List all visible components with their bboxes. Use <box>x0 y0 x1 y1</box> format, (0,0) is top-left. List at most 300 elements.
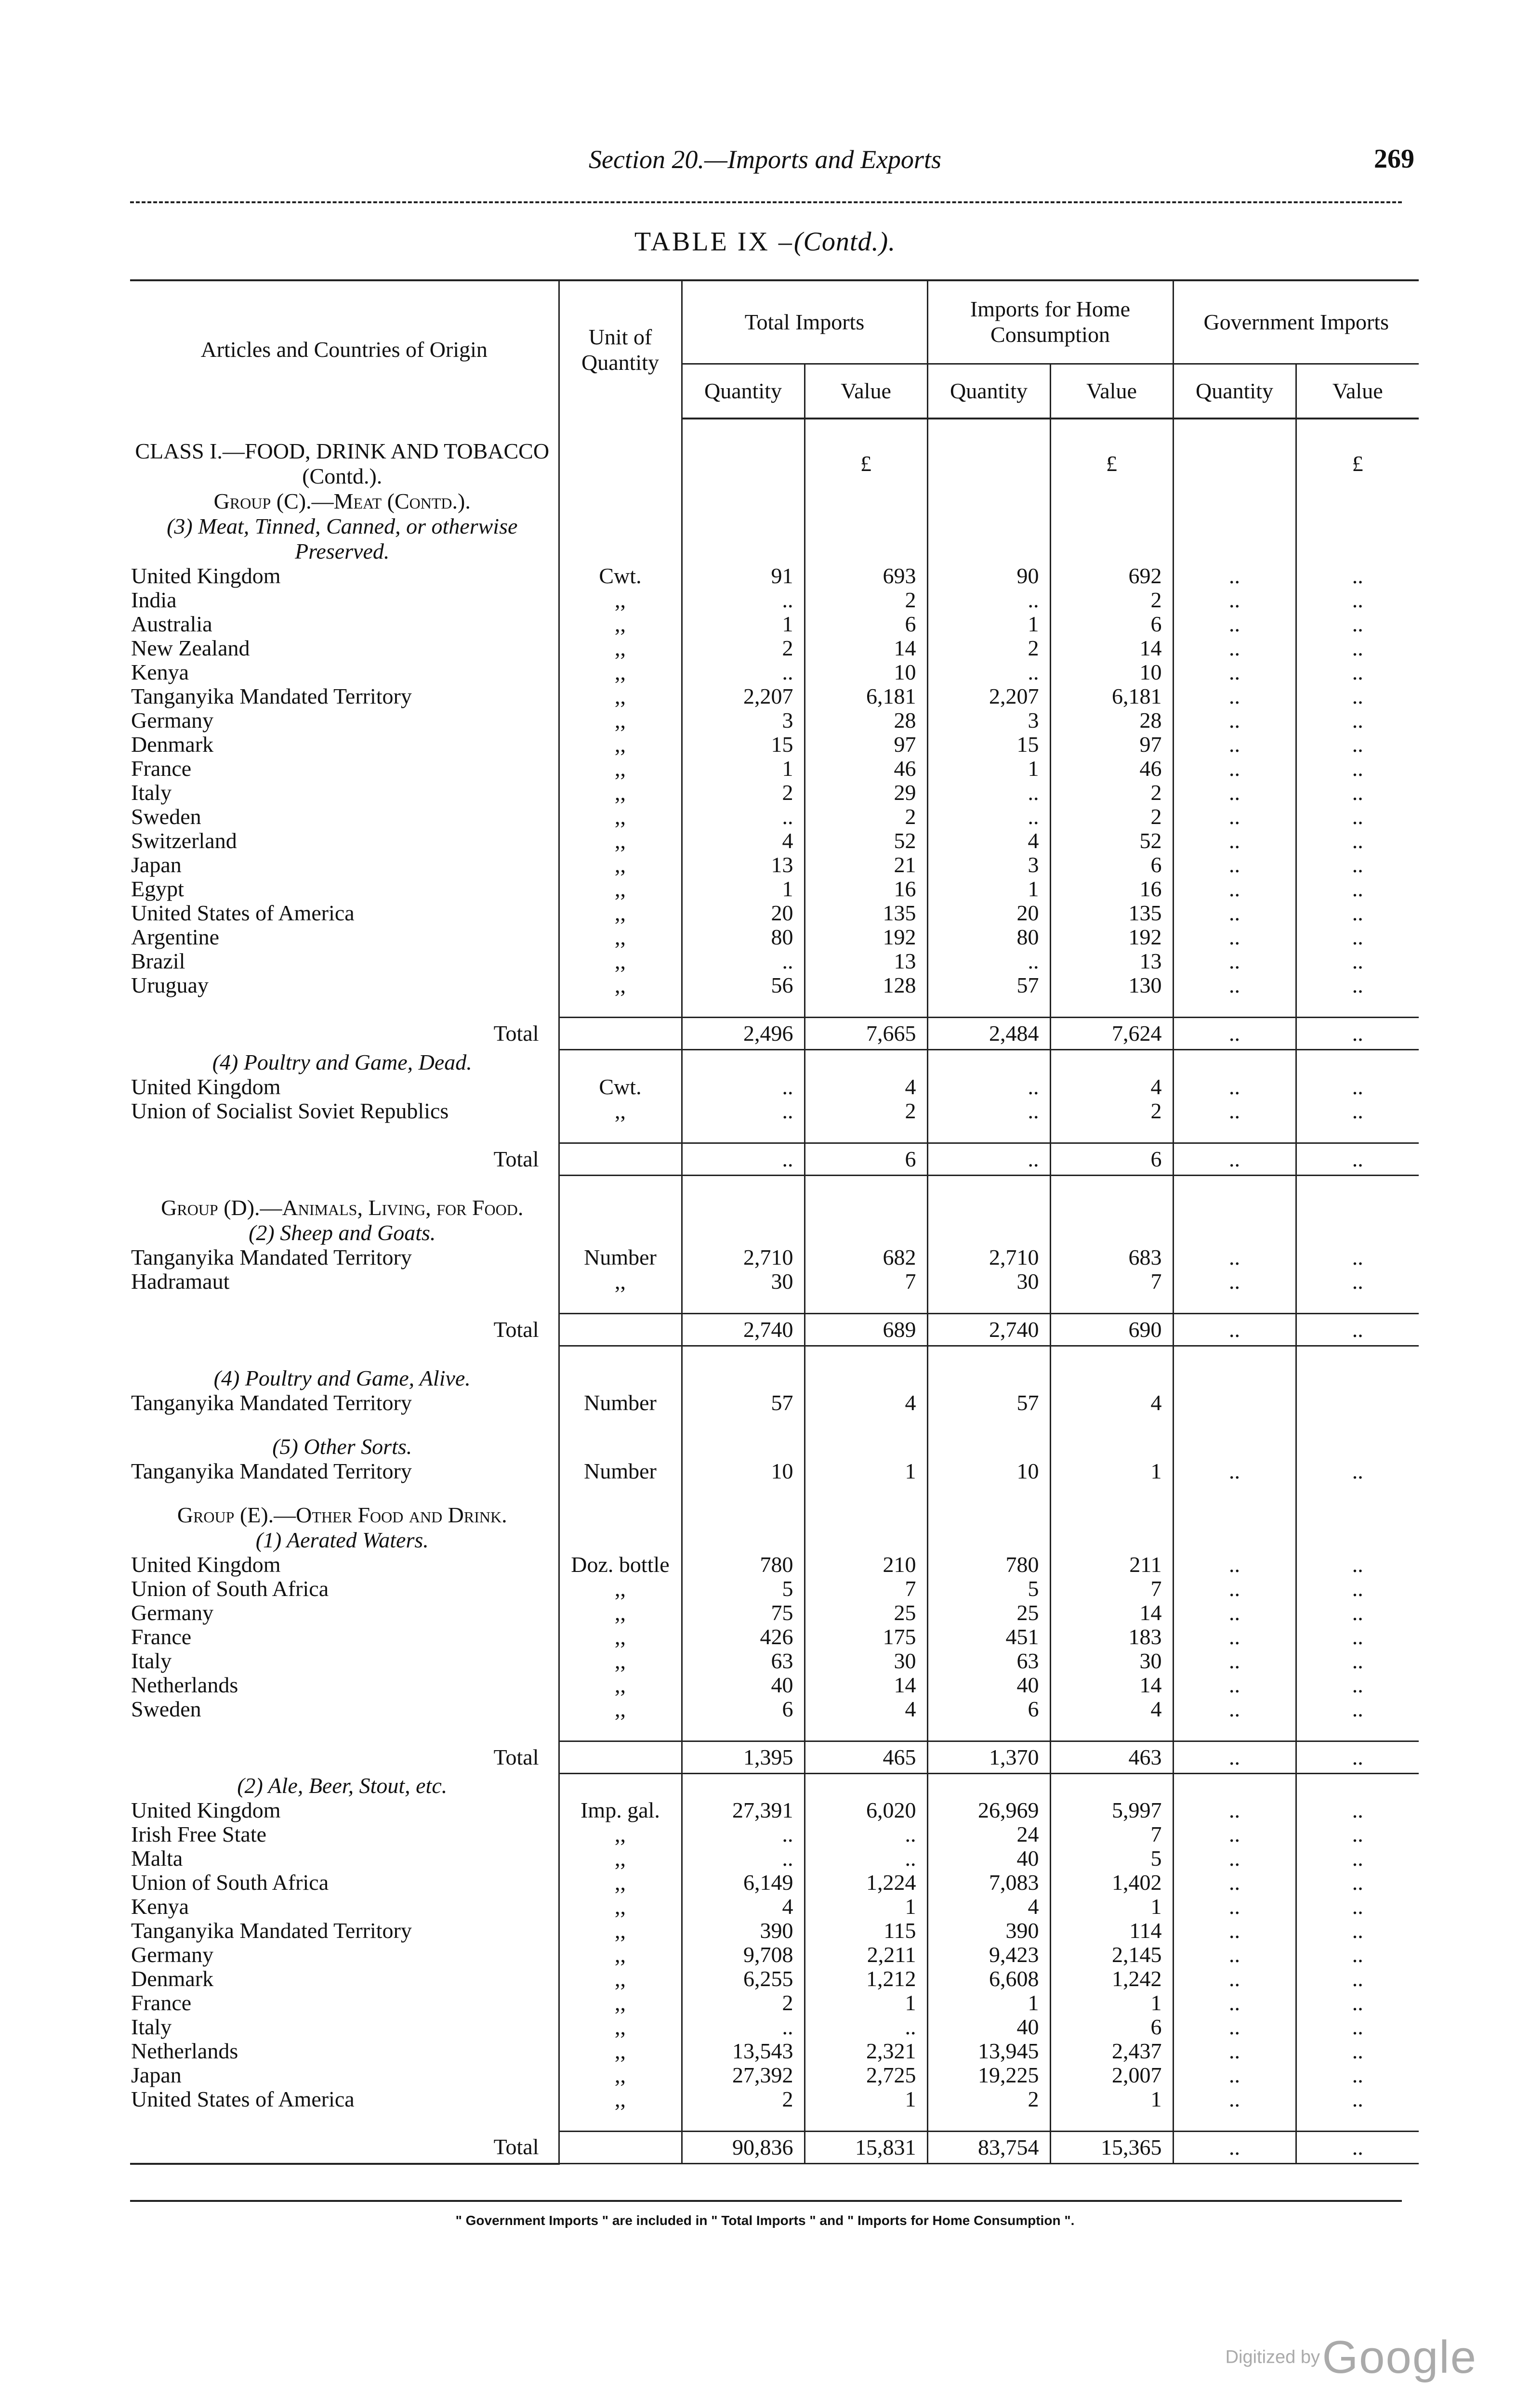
country-name: United Kingdom <box>131 1798 281 1822</box>
quantity-cell: 57 <box>927 973 1050 997</box>
value-cell: 1,242 <box>1050 1967 1173 1991</box>
value-cell: .. <box>1296 564 1419 588</box>
heading-row <box>130 1050 1419 1075</box>
quantity-cell: .. <box>1173 1601 1296 1625</box>
empty-cell <box>1173 439 1296 489</box>
spacer-cell <box>927 1483 1050 1503</box>
quantity-cell: 3 <box>927 853 1050 877</box>
quantity-cell: 56 <box>682 973 805 997</box>
spacer-cell <box>927 1175 1050 1195</box>
spacer-cell <box>805 1483 927 1503</box>
empty-cell <box>1296 1773 1419 1798</box>
value-cell: .. <box>1296 660 1419 684</box>
value-cell: 1 <box>1050 2087 1173 2111</box>
col-value: Value <box>805 364 927 419</box>
unit-cell: ,, <box>559 1601 682 1625</box>
empty-cell <box>559 1195 682 1220</box>
spacer-cell <box>682 1346 805 1366</box>
quantity-cell: .. <box>1173 973 1296 997</box>
quantity-cell: .. <box>682 660 805 684</box>
table-row <box>130 1099 1419 1123</box>
empty-cell <box>805 1220 927 1245</box>
quantity-cell: .. <box>1173 708 1296 733</box>
spacer-cell <box>130 419 559 439</box>
empty-cell <box>559 1018 682 1050</box>
value-cell: 4 <box>805 1697 927 1721</box>
value-cell: .. <box>1296 1553 1419 1577</box>
quantity-cell: 40 <box>927 2015 1050 2039</box>
quantity-cell: 9,708 <box>682 1943 805 1967</box>
spacer-cell <box>1173 1294 1296 1314</box>
quantity-cell: .. <box>1173 1649 1296 1673</box>
total-quantity: .. <box>682 1143 805 1175</box>
empty-cell <box>1173 1050 1296 1075</box>
spacer-cell <box>559 1123 682 1143</box>
country-name: Tanganyika Mandated Territory <box>131 1919 412 1943</box>
spacer-cell <box>1173 1415 1296 1434</box>
quantity-cell: 20 <box>927 901 1050 925</box>
table-row <box>130 1673 1419 1697</box>
total-quantity: .. <box>927 1143 1050 1175</box>
empty-cell <box>1050 489 1173 514</box>
quantity-cell: .. <box>927 781 1050 805</box>
value-cell: .. <box>1296 1459 1419 1483</box>
quantity-cell: 1 <box>682 612 805 636</box>
spacer-row <box>130 1294 1419 1314</box>
total-quantity: .. <box>1173 1143 1296 1175</box>
quantity-cell: 5 <box>682 1577 805 1601</box>
spacer-cell <box>1296 1721 1419 1741</box>
quantity-cell: .. <box>1173 1553 1296 1577</box>
value-cell: 2,321 <box>805 2039 927 2063</box>
quantity-cell: 2 <box>682 2087 805 2111</box>
unit-cell: ,, <box>559 588 682 612</box>
country-name: United Kingdom <box>131 1552 281 1577</box>
quantity-cell: 9,423 <box>927 1943 1050 1967</box>
table-row <box>130 877 1419 901</box>
value-cell: 1 <box>1050 1895 1173 1919</box>
header-rule <box>130 201 1402 203</box>
spacer-cell <box>559 1346 682 1366</box>
table-row <box>130 757 1419 781</box>
spacer-cell <box>559 1294 682 1314</box>
unit-cell: ,, <box>559 1991 682 2015</box>
value-cell: 2 <box>1050 805 1173 829</box>
value-cell: .. <box>805 1822 927 1846</box>
unit-cell: ,, <box>559 1577 682 1601</box>
quantity-cell: 13 <box>682 853 805 877</box>
country-name: Netherlands <box>131 2039 238 2063</box>
table-row <box>130 612 1419 636</box>
country-name: Italy <box>131 781 172 805</box>
value-cell: .. <box>1296 829 1419 853</box>
col-unit: Unit of Quantity <box>559 280 682 419</box>
spacer-cell <box>927 1721 1050 1741</box>
empty-cell <box>1296 514 1419 564</box>
spacer-cell <box>559 1175 682 1195</box>
spacer-cell <box>1050 1175 1173 1195</box>
quantity-cell: .. <box>1173 781 1296 805</box>
quantity-cell: .. <box>1173 805 1296 829</box>
value-cell: 7 <box>1050 1269 1173 1294</box>
quantity-cell: .. <box>1173 1943 1296 1967</box>
value-cell: 46 <box>1050 757 1173 781</box>
quantity-cell: .. <box>1173 1991 1296 2015</box>
value-cell: 16 <box>805 877 927 901</box>
country-name: Italy <box>131 1649 172 1673</box>
quantity-cell: .. <box>1173 1245 1296 1269</box>
spacer-row <box>130 1415 1419 1434</box>
section-heading: (3) Meat, Tinned, Canned, or otherwise Preserved. <box>167 514 518 563</box>
empty-cell <box>927 439 1050 489</box>
value-cell: 25 <box>805 1601 927 1625</box>
empty-cell <box>1296 1528 1419 1553</box>
table-row <box>130 588 1419 612</box>
quantity-cell: 2,710 <box>927 1245 1050 1269</box>
table-row <box>130 1967 1419 1991</box>
spacer-cell <box>927 419 1050 439</box>
country-name: Kenya <box>131 1895 189 1919</box>
value-cell: 2 <box>805 1099 927 1123</box>
quantity-cell: .. <box>682 588 805 612</box>
total-value: 6 <box>805 1143 927 1175</box>
country-name: Sweden <box>131 805 201 829</box>
quantity-cell: 15 <box>927 733 1050 757</box>
section-heading: (1) Aerated Waters. <box>255 1527 429 1552</box>
unit-cell: Imp. gal. <box>559 1798 682 1822</box>
empty-cell <box>559 514 682 564</box>
total-row <box>130 1018 1419 1050</box>
value-cell: 130 <box>1050 973 1173 997</box>
empty-cell <box>1296 1434 1419 1459</box>
country-name: Italy <box>131 2015 172 2039</box>
quantity-cell: .. <box>1173 925 1296 949</box>
spacer-cell <box>559 419 682 439</box>
spacer-cell <box>682 1721 805 1741</box>
value-cell: .. <box>805 2015 927 2039</box>
quantity-cell: .. <box>927 588 1050 612</box>
spacer-cell <box>1173 1346 1296 1366</box>
empty-cell <box>1050 514 1173 564</box>
value-cell: 21 <box>805 853 927 877</box>
empty-cell <box>1173 489 1296 514</box>
country-name: United Kingdom <box>131 564 281 588</box>
country-name: Denmark <box>131 733 214 757</box>
unit-cell: ,, <box>559 684 682 708</box>
quantity-cell: 1 <box>927 877 1050 901</box>
empty-cell <box>1296 1503 1419 1528</box>
table-row <box>130 1846 1419 1871</box>
quantity-cell: .. <box>1173 829 1296 853</box>
quantity-cell: 2 <box>927 636 1050 660</box>
footnote: " Government Imports " are included in " Total Imports " and " Imports for Home Consumption ". <box>455 2213 1075 2228</box>
col-home-consumption: Imports for Home Consumption <box>927 280 1173 364</box>
empty-cell <box>559 1143 682 1175</box>
unit-cell: ,, <box>559 877 682 901</box>
empty-cell <box>682 1773 805 1798</box>
country-name: Kenya <box>131 660 189 684</box>
quantity-cell: .. <box>1173 853 1296 877</box>
spacer-cell <box>1296 1415 1419 1434</box>
total-label: Total <box>493 1146 539 1171</box>
quantity-cell: 26,969 <box>927 1798 1050 1822</box>
country-name: Tanganyika Mandated Territory <box>131 1245 412 1269</box>
value-cell: 211 <box>1050 1553 1173 1577</box>
spacer-cell <box>682 419 805 439</box>
spacer-cell <box>927 1294 1050 1314</box>
empty-cell <box>1050 1434 1173 1459</box>
spacer-cell <box>805 1175 927 1195</box>
total-value: 7,665 <box>805 1018 927 1050</box>
unit-cell: ,, <box>559 781 682 805</box>
currency-symbol: £ <box>1296 439 1419 489</box>
value-cell: .. <box>1296 901 1419 925</box>
value-cell: 16 <box>1050 877 1173 901</box>
value-cell: 97 <box>1050 733 1173 757</box>
quantity-cell: 426 <box>682 1625 805 1649</box>
value-cell: 114 <box>1050 1919 1173 1943</box>
value-cell: 2,437 <box>1050 2039 1173 2063</box>
spacer-cell <box>1296 1123 1419 1143</box>
quantity-cell: 5 <box>927 1577 1050 1601</box>
unit-cell: Number <box>559 1459 682 1483</box>
table-row <box>130 2063 1419 2087</box>
quantity-cell: .. <box>1173 1625 1296 1649</box>
quantity-cell: .. <box>927 805 1050 829</box>
country-name: Union of South Africa <box>131 1871 329 1895</box>
spacer-cell <box>682 1483 805 1503</box>
empty-cell <box>559 1528 682 1553</box>
unit-cell: ,, <box>559 925 682 949</box>
quantity-cell: .. <box>1173 1673 1296 1697</box>
value-cell: 30 <box>1050 1649 1173 1673</box>
unit-cell: ,, <box>559 1871 682 1895</box>
empty-cell <box>559 1313 682 1346</box>
quantity-cell: 2 <box>682 781 805 805</box>
imports-table <box>130 279 1419 2165</box>
spacer-cell <box>927 997 1050 1018</box>
section-heading: (5) Other Sorts. <box>272 1434 412 1459</box>
quantity-cell: .. <box>1173 1846 1296 1871</box>
quantity-cell: 4 <box>927 829 1050 853</box>
empty-cell <box>682 489 805 514</box>
table-row <box>130 1245 1419 1269</box>
quantity-cell: .. <box>682 2015 805 2039</box>
total-value: .. <box>1296 1741 1419 1773</box>
spacer-cell <box>1050 2111 1173 2132</box>
table-row <box>130 660 1419 684</box>
spacer-cell <box>1050 419 1173 439</box>
quantity-cell: 40 <box>927 1846 1050 1871</box>
quantity-cell: .. <box>1173 1269 1296 1294</box>
quantity-cell: .. <box>682 1099 805 1123</box>
country-name: Germany <box>131 1943 214 1967</box>
quantity-cell: 10 <box>927 1459 1050 1483</box>
heading-row <box>130 489 1419 514</box>
empty-cell <box>805 1366 927 1391</box>
spacer-cell <box>130 1175 559 1195</box>
unit-cell: Cwt. <box>559 564 682 588</box>
spacer-row <box>130 1123 1419 1143</box>
quantity-cell: 27,392 <box>682 2063 805 2087</box>
spacer-row <box>130 1175 1419 1195</box>
empty-cell <box>927 1366 1050 1391</box>
quantity-cell: 451 <box>927 1625 1050 1649</box>
empty-cell <box>927 1528 1050 1553</box>
table-row <box>130 1943 1419 1967</box>
heading-row <box>130 1434 1419 1459</box>
total-value: 689 <box>805 1313 927 1346</box>
spacer-cell <box>130 1415 559 1434</box>
table-row <box>130 829 1419 853</box>
empty-cell <box>805 1195 927 1220</box>
spacer-cell <box>805 1123 927 1143</box>
empty-cell <box>1296 489 1419 514</box>
quantity-cell: 7,083 <box>927 1871 1050 1895</box>
spacer-cell <box>559 2111 682 2132</box>
spacer-cell <box>1173 997 1296 1018</box>
total-quantity: 83,754 <box>927 2132 1050 2164</box>
empty-cell <box>559 1220 682 1245</box>
table-row <box>130 1269 1419 1294</box>
quantity-cell: .. <box>682 1075 805 1099</box>
country-name: Tanganyika Mandated Territory <box>131 1459 412 1483</box>
unit-cell: ,, <box>559 660 682 684</box>
value-cell: .. <box>1296 1625 1419 1649</box>
country-name: Tanganyika Mandated Territory <box>131 1390 412 1415</box>
heading-row <box>130 1773 1419 1798</box>
quantity-cell: .. <box>1173 1895 1296 1919</box>
spacer-row <box>130 2111 1419 2132</box>
spacer-cell <box>682 1175 805 1195</box>
country-name: Japan <box>131 2063 182 2087</box>
quantity-cell: 27,391 <box>682 1798 805 1822</box>
unit-cell: ,, <box>559 1099 682 1123</box>
country-name: France <box>131 1991 192 2015</box>
table-row <box>130 1798 1419 1822</box>
total-quantity: .. <box>1173 1313 1296 1346</box>
table-row <box>130 1075 1419 1099</box>
value-cell: .. <box>1296 1697 1419 1721</box>
value-cell: 6 <box>1050 853 1173 877</box>
quantity-cell: 40 <box>927 1673 1050 1697</box>
col-government-imports: Government Imports <box>1173 280 1419 364</box>
empty-cell <box>682 1503 805 1528</box>
spacer-cell <box>130 997 559 1018</box>
value-cell: 4 <box>1050 1391 1173 1415</box>
empty-cell <box>1173 1434 1296 1459</box>
unit-cell: Doz. bottle <box>559 1553 682 1577</box>
spacer-cell <box>1050 1123 1173 1143</box>
table-row <box>130 1991 1419 2015</box>
value-cell: 683 <box>1050 1245 1173 1269</box>
empty-cell <box>559 1366 682 1391</box>
value-cell: 7 <box>805 1577 927 1601</box>
col-quantity: Quantity <box>1173 364 1296 419</box>
spacer-cell <box>130 1483 559 1503</box>
value-cell: .. <box>1296 733 1419 757</box>
unit-cell: ,, <box>559 757 682 781</box>
value-cell: .. <box>1296 588 1419 612</box>
empty-cell <box>805 1503 927 1528</box>
spacer-cell <box>1050 1721 1173 1741</box>
quantity-cell: .. <box>1173 1919 1296 1943</box>
value-cell: 30 <box>805 1649 927 1673</box>
spacer-cell <box>1173 1175 1296 1195</box>
unit-cell: ,, <box>559 1649 682 1673</box>
spacer-cell <box>559 1483 682 1503</box>
quantity-cell: 24 <box>927 1822 1050 1846</box>
value-cell: 1 <box>805 1991 927 2015</box>
quantity-cell: .. <box>682 1846 805 1871</box>
watermark-digitized: Digitized by <box>1225 2347 1320 2368</box>
total-value: 690 <box>1050 1313 1173 1346</box>
unit-cell: ,, <box>559 901 682 925</box>
section-heading: (2) Ale, Beer, Stout, etc. <box>237 1773 448 1798</box>
value-cell: .. <box>1296 1895 1419 1919</box>
value-cell: .. <box>1296 925 1419 949</box>
quantity-cell: 30 <box>927 1269 1050 1294</box>
spacer-row <box>130 997 1419 1018</box>
empty-cell <box>682 439 805 489</box>
value-cell: .. <box>1296 612 1419 636</box>
section-heading: (2) Sheep and Goats. <box>249 1220 436 1245</box>
spacer-cell <box>130 1721 559 1741</box>
total-label: Total <box>493 1317 539 1342</box>
empty-cell <box>927 489 1050 514</box>
quantity-cell: 6,255 <box>682 1967 805 1991</box>
country-name: New Zealand <box>131 636 250 660</box>
table-row <box>130 781 1419 805</box>
country-name: Switzerland <box>131 829 237 853</box>
spacer-cell <box>1173 2111 1296 2132</box>
spacer-cell <box>927 1415 1050 1434</box>
value-cell: .. <box>1296 1099 1419 1123</box>
spacer-row <box>130 1346 1419 1366</box>
spacer-cell <box>1173 1123 1296 1143</box>
quantity-cell: .. <box>1173 1099 1296 1123</box>
quantity-cell: .. <box>1173 1798 1296 1822</box>
quantity-cell: .. <box>1173 1075 1296 1099</box>
empty-cell <box>805 1773 927 1798</box>
spacer-cell <box>1173 1483 1296 1503</box>
value-cell: .. <box>1296 2087 1419 2111</box>
running-header <box>0 144 1530 183</box>
section-heading: Group (C).—Meat (Contd.). <box>213 489 471 513</box>
value-cell: 1 <box>1050 1991 1173 2015</box>
country-name: Australia <box>131 612 212 636</box>
country-name: United States of America <box>131 901 355 925</box>
quantity-cell: 57 <box>682 1391 805 1415</box>
value-cell: 52 <box>1050 829 1173 853</box>
spacer-cell <box>1296 2111 1419 2132</box>
total-row <box>130 1741 1419 1773</box>
value-cell: 4 <box>805 1075 927 1099</box>
empty-cell <box>805 1434 927 1459</box>
quantity-cell: 91 <box>682 564 805 588</box>
quantity-cell: 10 <box>682 1459 805 1483</box>
country-name: Uruguay <box>131 973 209 997</box>
unit-cell: ,, <box>559 1919 682 1943</box>
value-cell: 192 <box>1050 925 1173 949</box>
value-cell: .. <box>1296 684 1419 708</box>
spacer-cell <box>130 2111 559 2132</box>
table-caption-contd: (Contd.). <box>793 227 896 257</box>
total-value: 15,831 <box>805 2132 927 2164</box>
value-cell: 1 <box>1050 1459 1173 1483</box>
empty-cell <box>559 1503 682 1528</box>
spacer-row <box>130 1721 1419 1741</box>
